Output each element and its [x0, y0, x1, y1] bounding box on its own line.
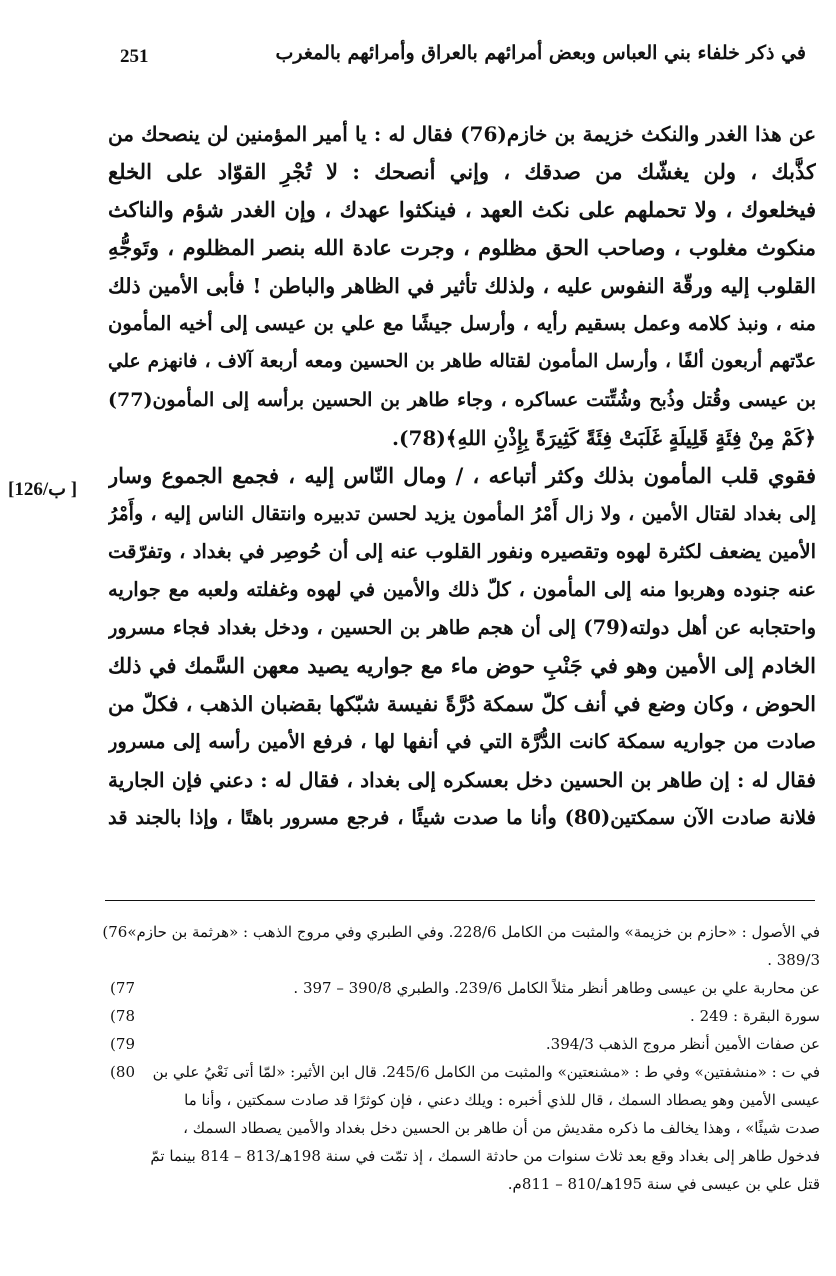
footnote-line: فدخول طاهر إلى بغداد وقع بعد ثلاث سنوات من حادثة السمك ، إذ تمّت في سنة 198هـ/813 – 814 بينما تمّ	[150, 1147, 820, 1165]
footnote-number: 76)	[102, 923, 128, 941]
footnote-80	[95, 1058, 820, 1198]
text-line: منكوث مغلوب ، وصاحب الحق مظلوم ، وجرت عادة الله بنصر المظلوم ، وتَوجُّهِ	[108, 235, 816, 260]
footnote-line: صدت شيئًا» ، وهذا يخالف ما ذكره مقديش من أن طاهر بن الحسين دخل بغداد والأمين يصطاد السمك ،	[183, 1119, 820, 1137]
text-line: فلانة صادت الآن سمكتين(80) وأنا ما صدت شيئًا ، فرجع مسرور باهتًا ، وإذا بالجند قد	[108, 806, 816, 829]
footnote-number: 78)	[110, 1007, 135, 1025]
text-line: بن عيسى وقُتل وذُبح وشُتِّتت عساكره ، وجاء طاهر بن الحسين برأسه إلى المأمون(77)	[108, 389, 816, 411]
text-line: فقوي قلب المأمون بذلك وكثر أتباعه ، / ومال النّاس إليه ، فجمع الجموع وسار	[108, 463, 816, 488]
manuscript-folio-marker: [126/ب ]	[8, 479, 78, 500]
footnote-separator	[105, 900, 815, 901]
footnote-line: سورة البقرة : 249 .	[690, 1007, 820, 1025]
page-number: 251	[120, 46, 149, 67]
footnote-line: قتل علي بن عيسى في سنة 195هـ/810 – 811م.	[507, 1175, 820, 1193]
quran-verse-line: ﴿كَمْ مِنْ فِئَةٍ قَلِيلَةٍ غَلَبَتْ فِئَةً كَثِيرَةً بِإِذْنِ اللهِ﴾(78).	[392, 426, 816, 450]
footnote-line: عن صفات الأمين أنظر مروج الذهب 394/3.	[545, 1035, 820, 1053]
main-text	[108, 115, 816, 837]
text-line: عنه جنوده وهربوا منه إلى المأمون ، كلّ ذلك والأمين في لهوه وغفلته ولعبه مع جواريه	[108, 578, 816, 601]
text-line: عدّتهم أربعون ألفًا ، وأرسل المأمون لقتاله طاهر بن الحسين ومعه أربعة آلاف ، فانهزم علي	[108, 351, 816, 372]
text-line: فيخلعوك ، ولا تحملهم على نكث العهد ، فينكثوا عهدك ، وإن الغدر شؤم والناكث	[108, 197, 816, 222]
footnote-76	[95, 918, 820, 974]
text-line: عن هذا الغدر والنكث خزيمة بن خازم(76) فقال له : يا أمير المؤمنين لن ينصحك من	[108, 122, 816, 146]
footnote-line: عن محاربة علي بن عيسى وطاهر أنظر مثلاً الكامل 239/6. والطبري 390/8 – 397 .	[293, 979, 820, 997]
text-line: الحوض ، وكان وضع في أنف كلّ سمكة دُرَّةً نفيسة شبّكها بقضبان الذهب ، فكلّ من	[108, 692, 816, 716]
footnote-number: 79)	[110, 1035, 135, 1053]
text-line: صادت من جواريه سمكة كانت الدُّرَّة التي في أنفها لها ، فرفع الأمين رأسه إلى مسرور	[108, 730, 816, 753]
text-line: إلى بغداد لقتال الأمين ، ولا زال أَمْرُ المأمون يزيد لحسن تدبيره وانتقال الناس إليه ، وأَمْرُ	[108, 503, 816, 525]
text-line: منه ، ونبذ كلامه وعمل بسقيم رأيه ، وأرسل جيشًا مع علي بن عيسى إلى أخيه المأمون	[108, 312, 816, 335]
text-line: القلوب إليه ورقّة النفوس عليه ، ولذلك تأثير في الظاهر والباطن ! فأبى الأمين ذلك	[108, 274, 816, 298]
footnote-number: 80)	[110, 1063, 135, 1081]
footnote-79	[95, 1030, 820, 1058]
text-line: كذَّبك ، ولن يغشّك من صدقك ، وإني أنصحك : لا تُجْرِ القوّاد على الخلع	[108, 159, 816, 184]
text-line: الخادم إلى الأمين وهو في جَنْبِ حوض ماء مع جواريه يصيد معهن السَّمك في ذلك	[108, 653, 816, 678]
text-line: واحتجابه عن أهل دولته(79) إلى أن هجم طاهر بن الحسين ، ودخل بغداد فجاء مسرور	[108, 616, 816, 639]
footnote-number: 77)	[110, 979, 135, 997]
page-header	[105, 42, 806, 82]
footnote-line: 389/3 .	[767, 951, 820, 969]
footnote-line: في ت : «منشفتين» وفي ط : «مشنعتين» والمثبت من الكامل 245/6. قال ابن الأثير: «لمّا أتى نَعْيُ علي بن	[152, 1063, 820, 1081]
text-line: الأمين يضعف لكثرة لهوه وتقصيره ونفور القلوب عنه إلى أن حُوصِر في بغداد ، وتفرّقت	[108, 540, 816, 563]
footnotes	[95, 918, 820, 1198]
footnote-line: في الأصول : «حازم بن خزيمة» والمثبت من الكامل 228/6. وفي الطبري وفي مروج الذهب : «هرثمة بن حازم»	[127, 923, 820, 941]
footnote-78	[95, 1002, 820, 1030]
footnote-77	[95, 974, 820, 1002]
running-title: في ذكر خلفاء بني العباس وبعض أمرائهم بالعراق وأمرائهم بالمغرب	[275, 42, 806, 64]
text-line: فقال له : إن طاهر بن الحسين دخل بعسكره إلى بغداد ، فقال له : دعني فإن الجارية	[108, 768, 816, 792]
footnote-line: عيسى الأمين وهو يصطاد السمك ، قال للذي أخبره : ويلك دعني ، فإن كوثرًا قد صادت سمكتين ، وأنا ما	[184, 1091, 820, 1109]
